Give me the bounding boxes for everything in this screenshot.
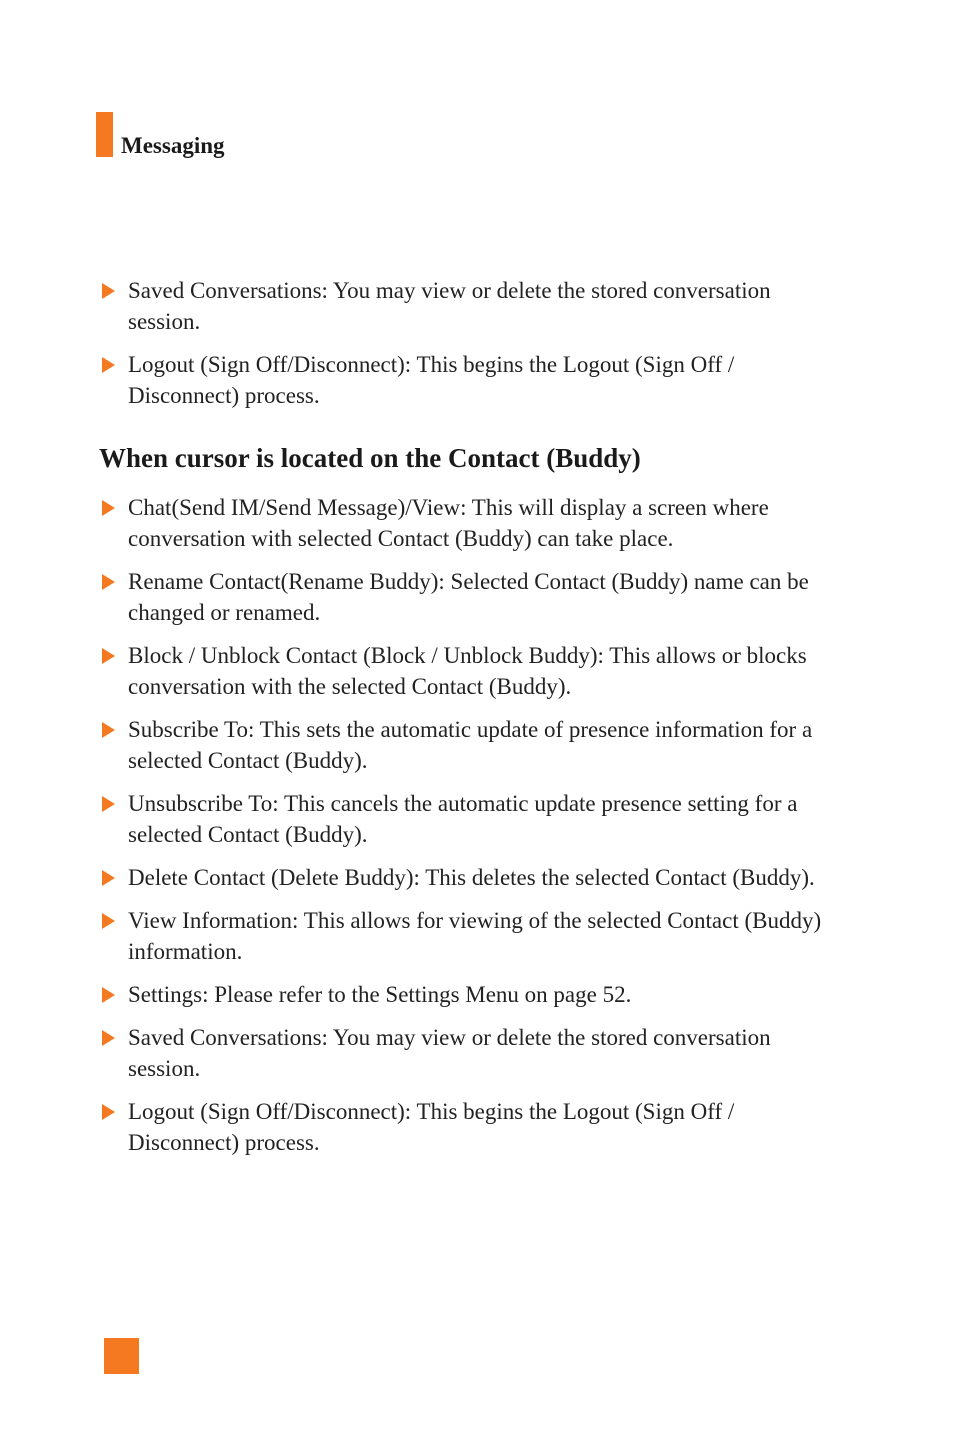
triangle-right-icon <box>102 648 115 664</box>
page-corner-marker <box>104 1338 139 1374</box>
list-item <box>102 492 842 554</box>
triangle-right-icon <box>102 796 115 812</box>
list-item-text: Logout (Sign Off/Disconnect): This begins the Logout (Sign Off / Disconnect) process. <box>128 352 735 408</box>
triangle-right-icon <box>102 913 115 929</box>
triangle-right-icon <box>102 870 115 886</box>
triangle-right-icon <box>102 722 115 738</box>
list-item-text: Rename Contact(Rename Buddy): Selected Contact (Buddy) name can be changed or renamed. <box>128 569 809 625</box>
subheading: When cursor is located on the Contact (Buddy) <box>99 443 641 473</box>
section-title: Messaging <box>121 133 225 158</box>
list-item <box>102 788 842 850</box>
list-item-text: View Information: This allows for viewing of the selected Contact (Buddy) information. <box>128 908 822 964</box>
triangle-right-icon <box>102 574 115 590</box>
list-item-text: Saved Conversations: You may view or delete the stored conversation session. <box>128 1025 771 1081</box>
list-item-text: Subscribe To: This sets the automatic update of presence information for a selected Contact (Buddy). <box>128 717 813 773</box>
triangle-right-icon <box>102 1030 115 1046</box>
bullet-list-contact <box>102 492 842 1170</box>
list-item <box>102 275 842 337</box>
list-item <box>102 640 842 702</box>
list-item <box>102 1022 842 1084</box>
list-item <box>102 862 842 893</box>
list-item <box>102 714 842 776</box>
bullet-list-top <box>102 275 842 423</box>
list-item-text: Delete Contact (Delete Buddy): This deletes the selected Contact (Buddy). <box>128 865 815 890</box>
triangle-right-icon <box>102 500 115 516</box>
triangle-right-icon <box>102 987 115 1003</box>
triangle-right-icon <box>102 357 115 373</box>
list-item <box>102 566 842 628</box>
list-item-text: Chat(Send IM/Send Message)/View: This will display a screen where conversation with selected Contact (Buddy) can take place. <box>128 495 769 551</box>
list-item-text: Settings: Please refer to the Settings Menu on page 52. <box>128 982 632 1007</box>
list-item-text: Block / Unblock Contact (Block / Unblock Buddy): This allows or blocks conversation with the selected Contact (Buddy). <box>128 643 807 699</box>
list-item <box>102 1096 842 1158</box>
list-item-text: Unsubscribe To: This cancels the automatic update presence setting for a selected Contact (Buddy). <box>128 791 798 847</box>
triangle-right-icon <box>102 283 115 299</box>
list-item-text: Logout (Sign Off/Disconnect): This begins the Logout (Sign Off / Disconnect) process. <box>128 1099 735 1155</box>
section-tab-marker <box>96 112 113 157</box>
list-item <box>102 349 842 411</box>
triangle-right-icon <box>102 1104 115 1120</box>
list-item <box>102 979 842 1010</box>
list-item <box>102 905 842 967</box>
list-item-text: Saved Conversations: You may view or delete the stored conversation session. <box>128 278 771 334</box>
